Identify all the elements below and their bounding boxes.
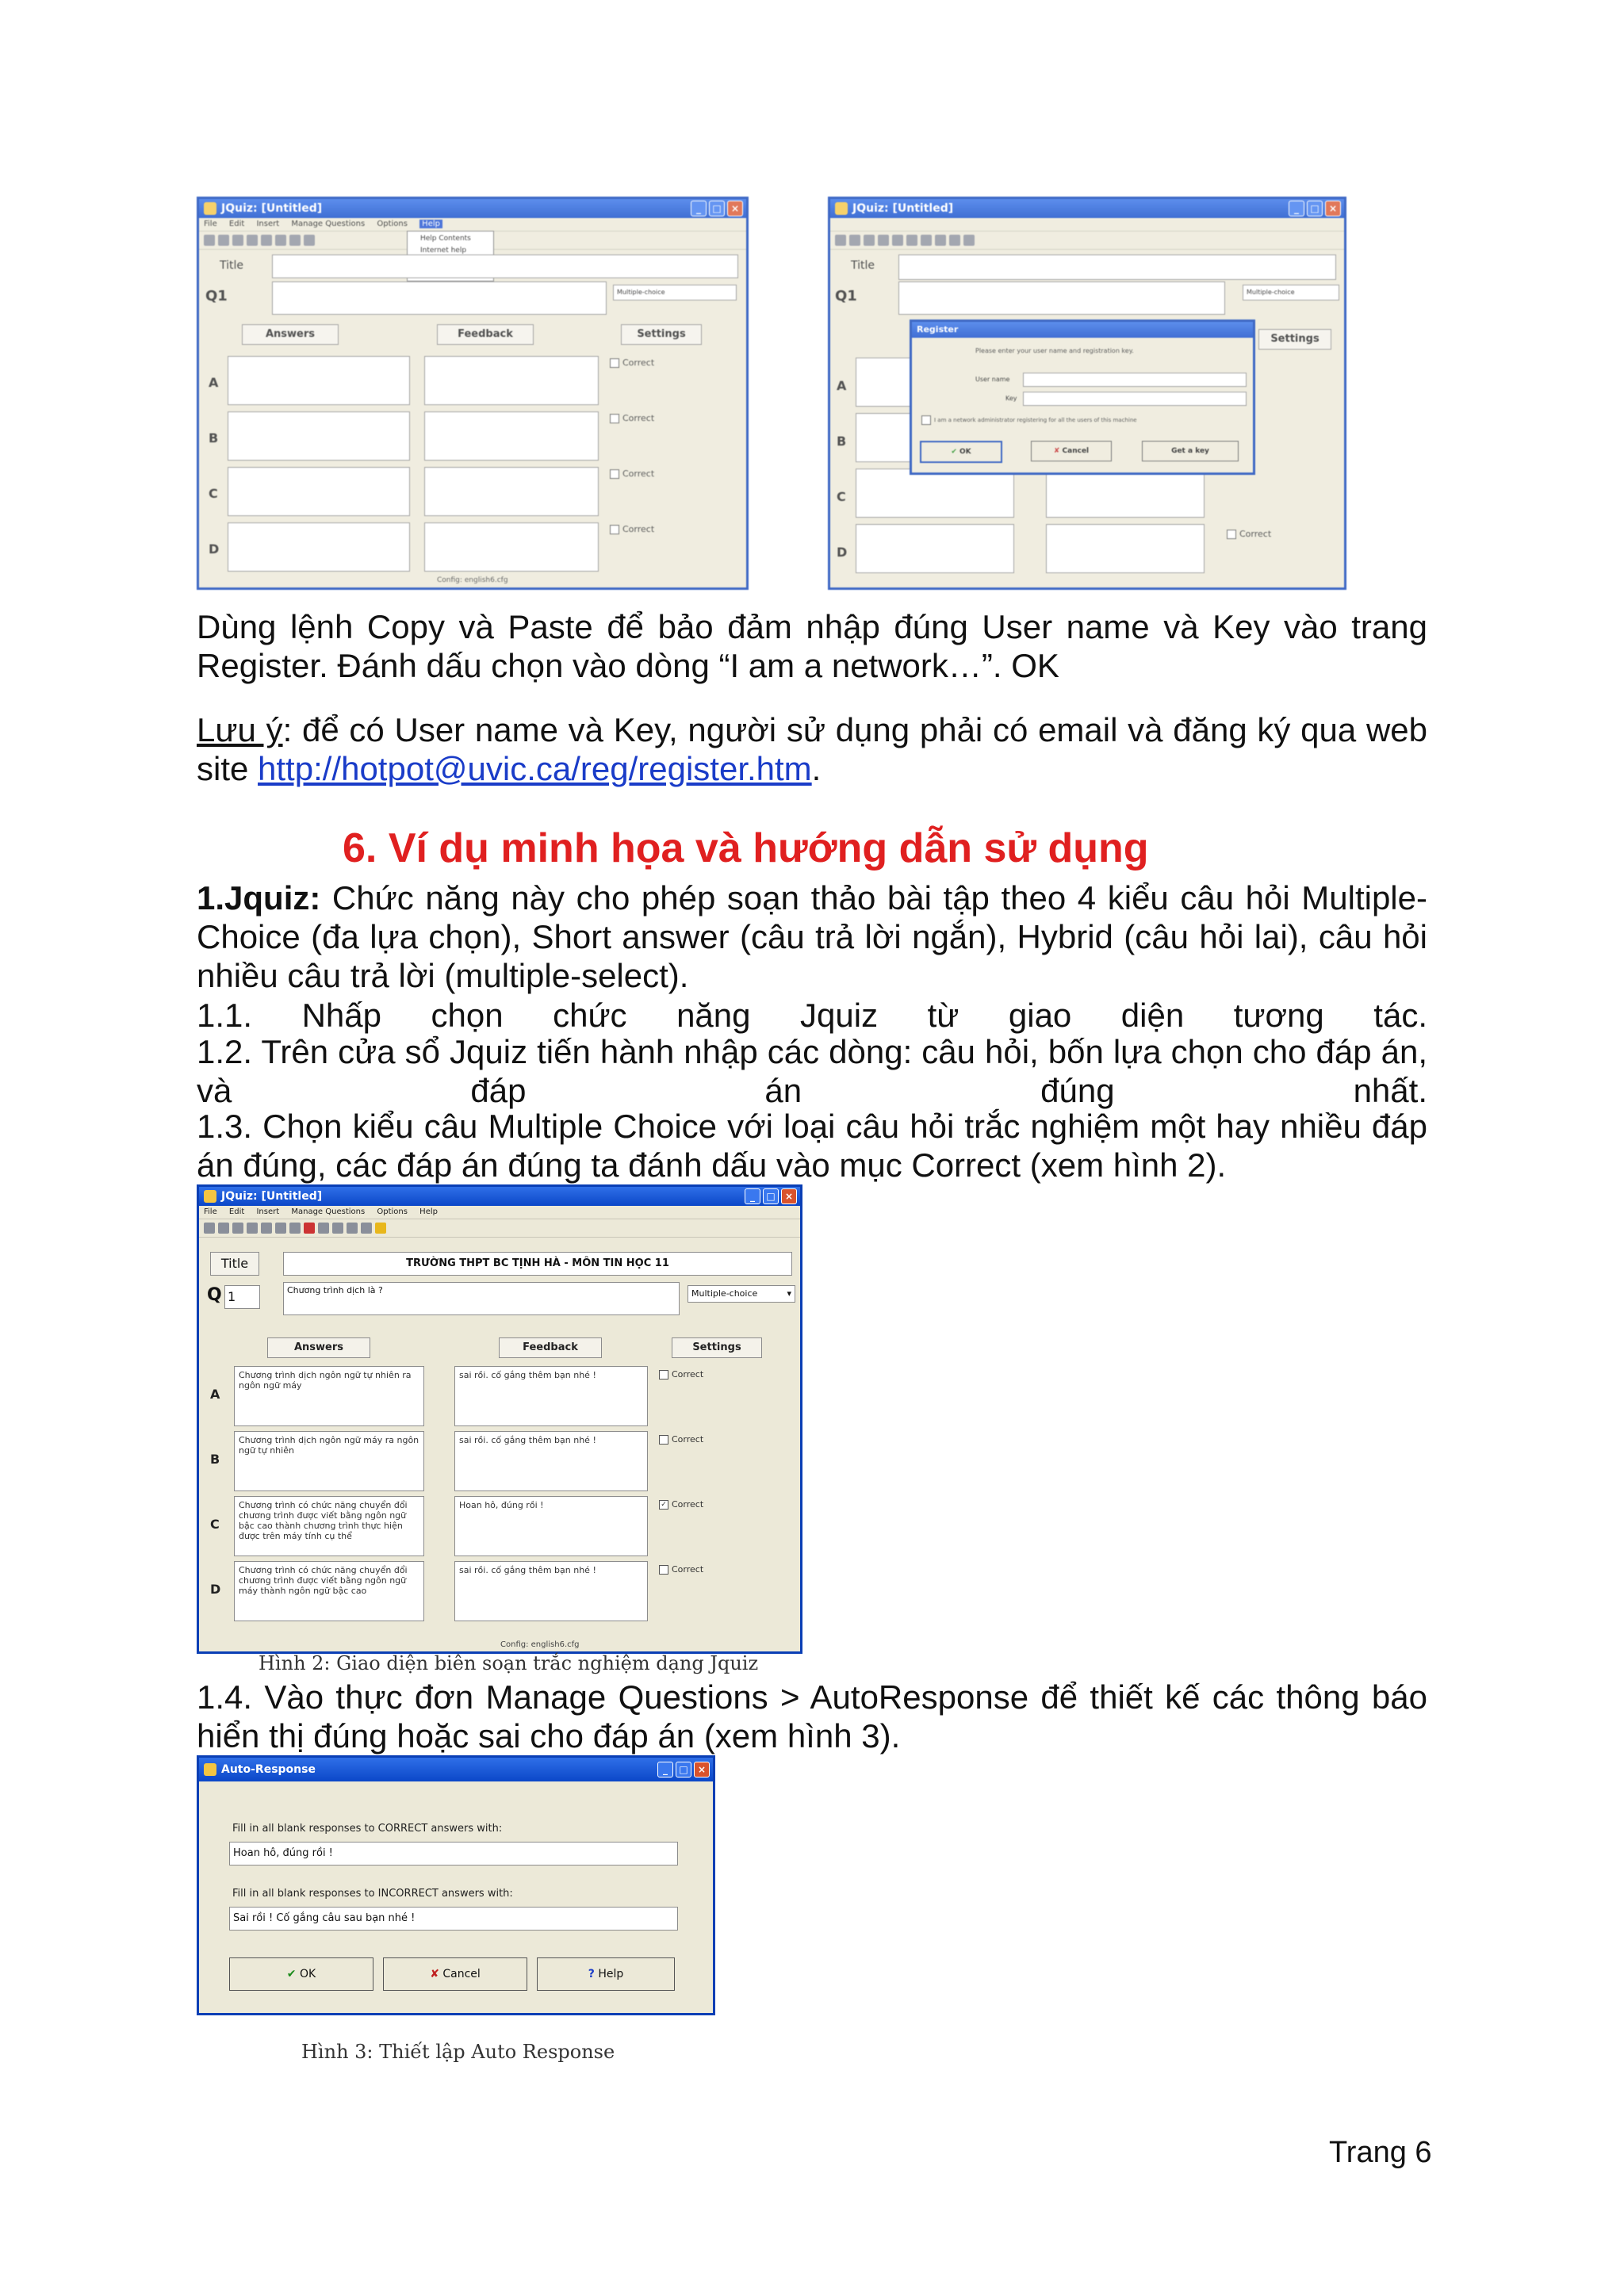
menu-insert[interactable]: Insert xyxy=(256,220,280,228)
figure-3-auto-response-dialog xyxy=(197,1755,715,2015)
toolbar xyxy=(830,232,1344,250)
close-button[interactable]: × xyxy=(1325,201,1341,216)
jquiz-register-screenshot xyxy=(828,197,1346,590)
question-number: Q1 xyxy=(835,288,857,304)
note-text: : để có User name và Key, người sử dụng phải có email và đăng ký qua web site xyxy=(197,711,1427,787)
answer-letter-d: D xyxy=(209,541,220,557)
answer-letter: D xyxy=(210,1582,221,1597)
window-title: JQuiz: [Untitled] xyxy=(852,202,954,215)
cross-icon: ✘ xyxy=(430,1968,439,1980)
answer-c-input[interactable] xyxy=(228,467,410,516)
jquiz-intro-text: Chức năng này cho phép soạn thảo bài tập theo 4 kiểu câu hỏi Multiple-Choice (đa lựa chọn), Short answer (câu trả lời ngắn), Hybrid (câu hỏi lai), câu hỏi nhiều câu trả lời (multiple-select). xyxy=(197,879,1427,994)
maximize-button[interactable]: □ xyxy=(709,201,725,216)
answer-input[interactable]: Chương trình có chức năng chuyển đổi chương trình được viết bằng ngôn ngữ máy thành ngôn ngữ bậc cao xyxy=(234,1561,424,1621)
title-input[interactable]: TRƯỜNG THPT BC TỊNH HÀ - MÔN TIN HỌC 11 xyxy=(283,1252,792,1276)
answers-header: Answers xyxy=(267,1337,370,1358)
config-status: Config: english6.cfg xyxy=(500,1640,580,1649)
feedback-input[interactable]: sai rồi. cố gắng thêm bạn nhé ! xyxy=(454,1366,648,1426)
internet-help-item[interactable]: Internet help xyxy=(420,247,467,254)
incorrect-response-label: Fill in all blank responses to INCORRECT answers with: xyxy=(232,1888,513,1900)
feedback-b-input[interactable] xyxy=(424,411,599,461)
help-contents-item[interactable]: Help Contents xyxy=(420,235,471,243)
correct-label: Correct xyxy=(672,1499,704,1510)
unchecked-checkbox-icon xyxy=(659,1435,668,1445)
answer-d-input[interactable] xyxy=(856,524,1014,573)
answer-letter-c: C xyxy=(209,486,218,501)
correct-checkbox-c[interactable]: Correct xyxy=(610,469,654,479)
incorrect-response-input[interactable]: Sai rồi ! Cố gắng câu sau bạn nhé ! xyxy=(229,1907,678,1931)
feedback-input[interactable]: sai rồi. cố gắng thêm bạn nhé ! xyxy=(454,1561,648,1621)
question-mark-icon: ? xyxy=(588,1968,595,1980)
window-title: JQuiz: [Untitled] xyxy=(221,1190,323,1203)
window-title: JQuiz: [Untitled] xyxy=(221,202,323,215)
app-icon xyxy=(835,202,848,215)
title-input[interactable] xyxy=(272,254,738,278)
app-icon xyxy=(204,1190,216,1203)
feedback-c-input[interactable] xyxy=(424,467,599,516)
window-titlebar xyxy=(199,1187,800,1206)
register-link[interactable]: http://hotpot@uvic.ca/reg/register.htm xyxy=(258,750,812,787)
figure-2-caption: Hình 2: Giao diện biên soạn trắc nghiệm dạng Jquiz xyxy=(259,1652,759,1674)
answer-letter-b: B xyxy=(837,434,847,449)
window-title: Auto-Response xyxy=(221,1763,316,1776)
menu-help[interactable]: Help xyxy=(419,1207,438,1216)
correct-checkbox[interactable] xyxy=(659,1434,703,1445)
correct-checkbox[interactable] xyxy=(659,1499,703,1510)
window-titlebar xyxy=(199,1758,713,1781)
menu-bar xyxy=(199,1206,800,1219)
correct-label: Correct xyxy=(672,1564,704,1575)
feedback-d-input[interactable] xyxy=(1046,524,1205,573)
app-icon xyxy=(204,1763,216,1776)
dialog-titlebar xyxy=(912,322,1253,338)
feedback-header: Feedback xyxy=(499,1337,602,1358)
settings-header: Settings xyxy=(621,324,702,345)
figure-2-jquiz-window xyxy=(197,1184,802,1654)
dialog-title: Register xyxy=(917,324,959,335)
menu-bar xyxy=(830,218,1344,232)
feedback-input[interactable]: Hoan hô, đúng rồi ! xyxy=(454,1496,648,1556)
correct-checkbox[interactable] xyxy=(659,1564,703,1575)
question-type-select[interactable]: Multiple-choice xyxy=(1243,285,1339,300)
note-label: Lưu ý xyxy=(197,711,283,748)
maximize-button[interactable]: □ xyxy=(1307,201,1323,216)
correct-checkbox-d[interactable]: Correct xyxy=(610,524,654,534)
answer-letter-a: A xyxy=(209,375,219,390)
menu-bar xyxy=(199,218,746,232)
answer-letter-d: D xyxy=(837,545,848,560)
ok-button[interactable]: ✔ OK xyxy=(229,1957,373,1991)
menu-help[interactable]: Help xyxy=(419,220,442,228)
answer-input[interactable]: Chương trình dịch ngôn ngữ máy ra ngôn ngữ tự nhiên xyxy=(234,1431,424,1491)
register-prompt: Please enter your user name and registration key. xyxy=(975,347,1134,354)
question-number-spinner[interactable]: 1 xyxy=(224,1285,260,1309)
chevron-down-icon: ▾ xyxy=(787,1288,791,1299)
figure-3-caption: Hình 3: Thiết lập Auto Response xyxy=(301,2041,615,2063)
question-type-select[interactable]: Multiple-choice xyxy=(613,285,737,300)
menu-insert[interactable]: Insert xyxy=(256,1207,280,1216)
minimize-button[interactable]: _ xyxy=(691,201,707,216)
correct-checkbox-a[interactable]: Correct xyxy=(610,358,654,368)
key-label: Key xyxy=(1005,395,1017,402)
register-ok-button[interactable]: ✔ OK xyxy=(920,441,1002,463)
step-1-2: 1.2. Trên cửa sổ Jquiz tiến hành nhập các dòng: câu hỏi, bốn lựa chọn cho đáp án, và đáp án đúng nhất. xyxy=(197,1033,1427,1109)
jquiz-intro-paragraph xyxy=(197,878,1427,995)
feedback-a-input[interactable] xyxy=(424,356,599,405)
register-dialog xyxy=(910,320,1255,475)
menu-file[interactable]: File xyxy=(204,1207,217,1216)
feedback-input[interactable]: sai rồi. cố gắng thêm bạn nhé ! xyxy=(454,1431,648,1491)
title-label-box: Title xyxy=(210,1252,259,1276)
menu-edit[interactable]: Edit xyxy=(228,1207,245,1216)
unchecked-checkbox-icon xyxy=(659,1565,668,1575)
correct-checkbox-b[interactable]: Correct xyxy=(610,413,654,423)
answer-letter: B xyxy=(210,1452,220,1467)
feedback-c-input[interactable] xyxy=(1046,469,1205,518)
check-icon: ✔ xyxy=(286,1968,297,1980)
menu-file[interactable]: File xyxy=(204,220,217,228)
jquiz-lead: 1.Jquiz: xyxy=(197,879,321,916)
help-button[interactable]: ? Help xyxy=(537,1957,675,1991)
section-heading: 6. Ví dụ minh họa và hướng dẫn sử dụng xyxy=(343,825,1149,871)
step-1-1: 1.1. Nhấp chọn chức năng Jquiz từ giao diện tương tác. xyxy=(197,997,1427,1034)
user-name-input[interactable] xyxy=(1023,373,1247,387)
cancel-button[interactable]: ✘ Cancel xyxy=(383,1957,527,1991)
question-number: Q1 xyxy=(205,288,228,304)
answer-input[interactable]: Chương trình dịch ngôn ngữ tự nhiên ra ngôn ngữ máy xyxy=(234,1366,424,1426)
menu-manage-questions[interactable]: Manage Questions xyxy=(291,220,366,228)
question-label: Q xyxy=(207,1285,222,1305)
app-icon xyxy=(204,202,216,215)
answer-letter-b: B xyxy=(209,430,219,446)
settings-header: Settings xyxy=(1258,329,1331,350)
answer-letter: C xyxy=(210,1517,220,1532)
answer-a-input[interactable] xyxy=(228,356,410,405)
correct-response-label: Fill in all blank responses to CORRECT answers with: xyxy=(232,1823,503,1835)
maximize-button[interactable]: □ xyxy=(676,1762,691,1777)
answer-d-input[interactable] xyxy=(228,522,410,572)
answer-letter-a: A xyxy=(837,378,847,393)
menu-options[interactable]: Options xyxy=(377,1207,408,1216)
answer-b-input[interactable] xyxy=(228,411,410,461)
feedback-d-input[interactable] xyxy=(424,522,599,572)
register-cancel-button[interactable]: ✘ Cancel xyxy=(1031,441,1112,461)
window-titlebar xyxy=(199,199,746,218)
jquiz-help-screenshot xyxy=(197,197,749,590)
question-input[interactable]: Chương trình dịch là ? xyxy=(283,1282,680,1315)
toolbar xyxy=(199,1219,800,1238)
question-input[interactable] xyxy=(898,281,1225,315)
feedback-header: Feedback xyxy=(437,324,534,345)
answer-input[interactable]: Chương trình có chức năng chuyển đổi chương trình được viết bằng ngôn ngữ bậc cao thành chương trình thực hiện được trên máy tính cụ thể xyxy=(234,1496,424,1556)
paragraph-copy-paste: Dùng lệnh Copy và Paste để bảo đảm nhập đúng User name và Key vào trang Register. Đánh dấu chọn vào dòng “I am a network…”. OK xyxy=(197,608,1427,684)
answer-c-input[interactable] xyxy=(856,469,1014,518)
unchecked-checkbox-icon xyxy=(659,1370,668,1380)
title-label: Title xyxy=(220,259,244,272)
answer-letter: A xyxy=(210,1387,220,1402)
key-input[interactable] xyxy=(1023,392,1247,406)
get-key-button[interactable]: Get a key xyxy=(1142,441,1239,461)
title-label: Title xyxy=(851,259,875,272)
page-number: Trang 6 xyxy=(1329,2136,1432,2169)
settings-header: Settings xyxy=(672,1337,762,1358)
answers-header: Answers xyxy=(242,324,339,345)
minimize-button[interactable]: _ xyxy=(1289,201,1304,216)
question-type-select[interactable]: Multiple-choice ▾ xyxy=(688,1285,795,1303)
correct-response-input[interactable]: Hoan hô, đúng rồi ! xyxy=(229,1842,678,1866)
step-1-4: 1.4. Vào thực đơn Manage Questions > AutoResponse để thiết kế các thông báo hiển thị đúng hoặc sai cho đáp án (xem hình 3). xyxy=(197,1678,1427,1755)
correct-checkbox[interactable] xyxy=(659,1369,703,1380)
maximize-button[interactable]: □ xyxy=(763,1188,779,1204)
answer-letter-c: C xyxy=(837,489,846,504)
question-input[interactable] xyxy=(272,281,607,315)
step-1-3: 1.3. Chọn kiểu câu Multiple Choice với loại câu hỏi trắc nghiệm một hay nhiều đáp án đúng, các đáp án đúng ta đánh dấu vào mục Correct (xem hình 2). xyxy=(197,1108,1427,1184)
menu-manage-questions[interactable]: Manage Questions xyxy=(291,1207,366,1216)
menu-edit[interactable]: Edit xyxy=(228,220,245,228)
minimize-button[interactable]: _ xyxy=(657,1762,673,1777)
note-end: . xyxy=(811,750,822,787)
close-button[interactable]: × xyxy=(727,201,743,216)
config-status: Config: english6.cfg xyxy=(437,576,508,584)
close-button[interactable]: × xyxy=(694,1762,710,1777)
checked-checkbox-icon: ✓ xyxy=(659,1500,668,1510)
close-button[interactable]: × xyxy=(781,1188,797,1204)
menu-options[interactable]: Options xyxy=(377,220,408,228)
network-admin-checkbox[interactable]: I am a network administrator registering for all the users of this machine xyxy=(921,415,1137,425)
minimize-button[interactable]: _ xyxy=(745,1188,760,1204)
correct-label: Correct xyxy=(672,1369,704,1380)
note-paragraph xyxy=(197,710,1427,788)
user-name-label: User name xyxy=(975,376,1010,383)
window-titlebar xyxy=(830,199,1344,218)
correct-label: Correct xyxy=(672,1434,704,1445)
correct-checkbox-d[interactable]: Correct xyxy=(1227,529,1271,539)
title-input[interactable] xyxy=(898,254,1336,280)
